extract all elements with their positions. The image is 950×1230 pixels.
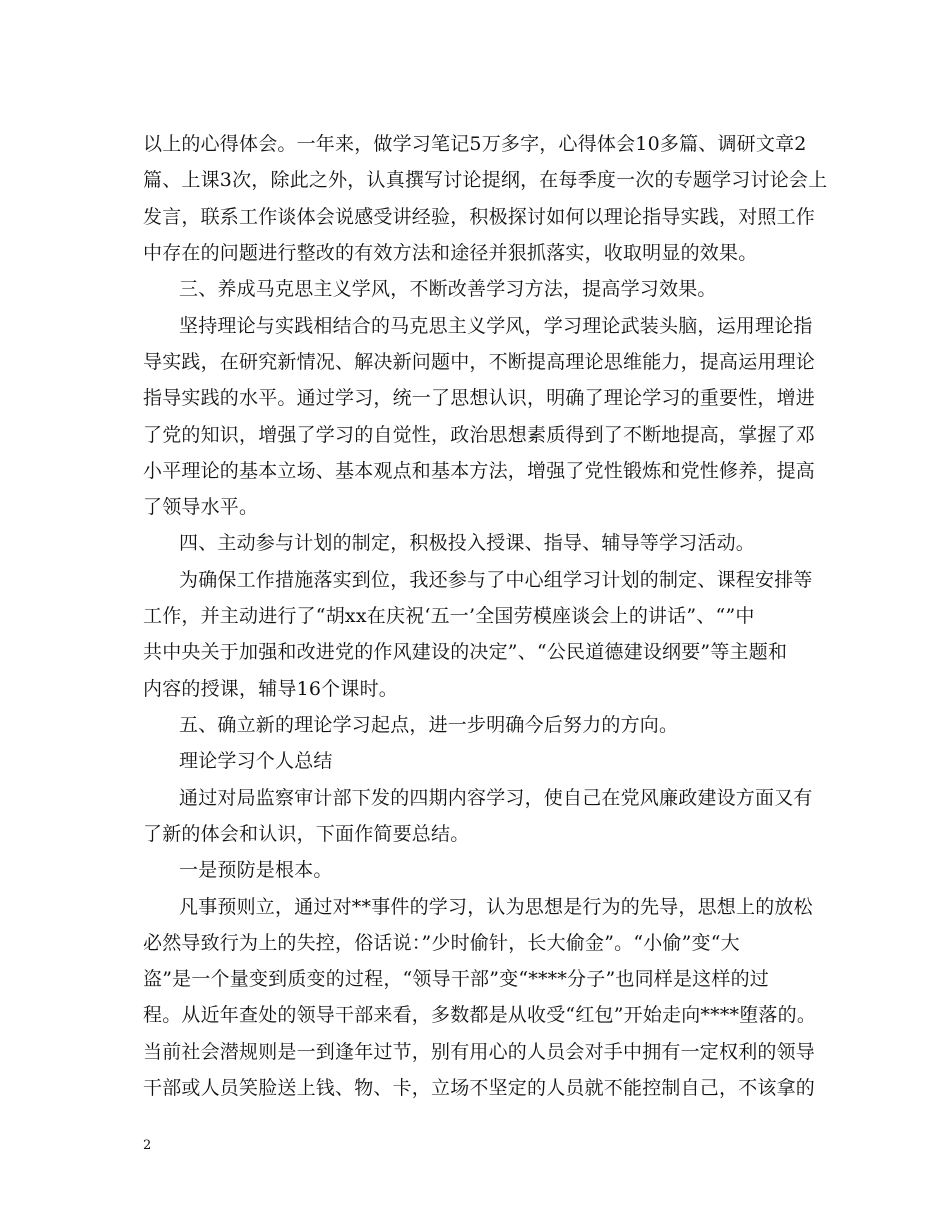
text-line: 工作，并主动进行了“胡xx在庆祝‘五一’全国劳模座谈会上的讲话”、“”中 bbox=[143, 605, 755, 627]
text-line: 通过对局监察审计部下发的四期内容学习，使自己在党风廉政建设方面又有 bbox=[179, 787, 813, 809]
section-heading: 三、养成马克思主义学风，不断改善学习方法，提高学习效果。 bbox=[179, 278, 717, 300]
text-line: 干部或人员笑脸送上钱、物、卡，立场不坚定的人员就不能控制自己，不该拿的 bbox=[143, 1077, 816, 1099]
text-line: 篇、上课3次，除此之外，认真撰写讨论提纲，在每季度一次的专题学习讨论会上 bbox=[143, 169, 828, 191]
text-line: 程。从近年查处的领导干部来看，多数都是从收受“红包”开始走向****堕落的。 bbox=[143, 1004, 817, 1026]
text-line: 内容的授课，辅导16个课时。 bbox=[143, 678, 398, 700]
section-heading: 五、确立新的理论学习起点，进一步明确今后努力的方向。 bbox=[179, 714, 679, 736]
text-line: 共中央关于加强和改进党的作风建设的决定”、“公民道德建设纲要”等主题和 bbox=[143, 641, 788, 663]
text-line: 了党的知识，增强了学习的自觉性，政治思想素质得到了不断地提高，掌握了邓 bbox=[143, 424, 816, 446]
subtitle: 理论学习个人总结 bbox=[179, 750, 333, 772]
text-line: 导实践，在研究新情况、解决新问题中，不断提高理论思维能力，提高运用理论 bbox=[143, 351, 816, 373]
text-line: 了新的体会和认识，下面作简要总结。 bbox=[143, 823, 470, 845]
section-heading: 一是预防是根本。 bbox=[179, 859, 333, 881]
text-line: 为确保工作措施落实到位，我还参与了中心组学习计划的制定、课程安排等 bbox=[179, 569, 813, 591]
text-line: 发言，联系工作谈体会说感受讲经验，积极探讨如何以理论指导实践，对照工作 bbox=[143, 206, 816, 228]
text-line: 盗”是一个量变到质变的过程，“领导干部”变“****分子”也同样是这样的过 bbox=[143, 968, 769, 990]
text-line: 了领导水平。 bbox=[143, 496, 259, 518]
text-line: 当前社会潜规则是一到逢年过节，别有用心的人员会对手中拥有一定权利的领导 bbox=[143, 1041, 816, 1063]
text-line: 小平理论的基本立场、基本观点和基本方法，增强了党性锻炼和党性修养，提高 bbox=[143, 460, 816, 482]
section-heading: 四、主动参与计划的制定，积极投入授课、指导、辅导等学习活动。 bbox=[179, 532, 756, 554]
text-line: 凡事预则立，通过对**事件的学习，认为思想是行为的先导，思想上的放松 bbox=[179, 896, 813, 918]
text-line: 中存在的问题进行整改的有效方法和途径并狠抓落实，收取明显的效果。 bbox=[143, 242, 758, 264]
text-line: 指导实践的水平。通过学习，统一了思想认识，明确了理论学习的重要性，增进 bbox=[143, 387, 816, 409]
page-number: 2 bbox=[143, 1138, 152, 1153]
text-line: 坚持理论与实践相结合的马克思主义学风，学习理论武装头脑，运用理论指 bbox=[179, 315, 813, 337]
text-line: 必然导致行为上的失控，俗话说：”少时偷针，长大偷金”。“小偷”变“大 bbox=[143, 932, 740, 954]
text-line: 以上的心得体会。一年来，做学习笔记5万多字，心得体会10多篇、调研文章2 bbox=[143, 133, 807, 155]
